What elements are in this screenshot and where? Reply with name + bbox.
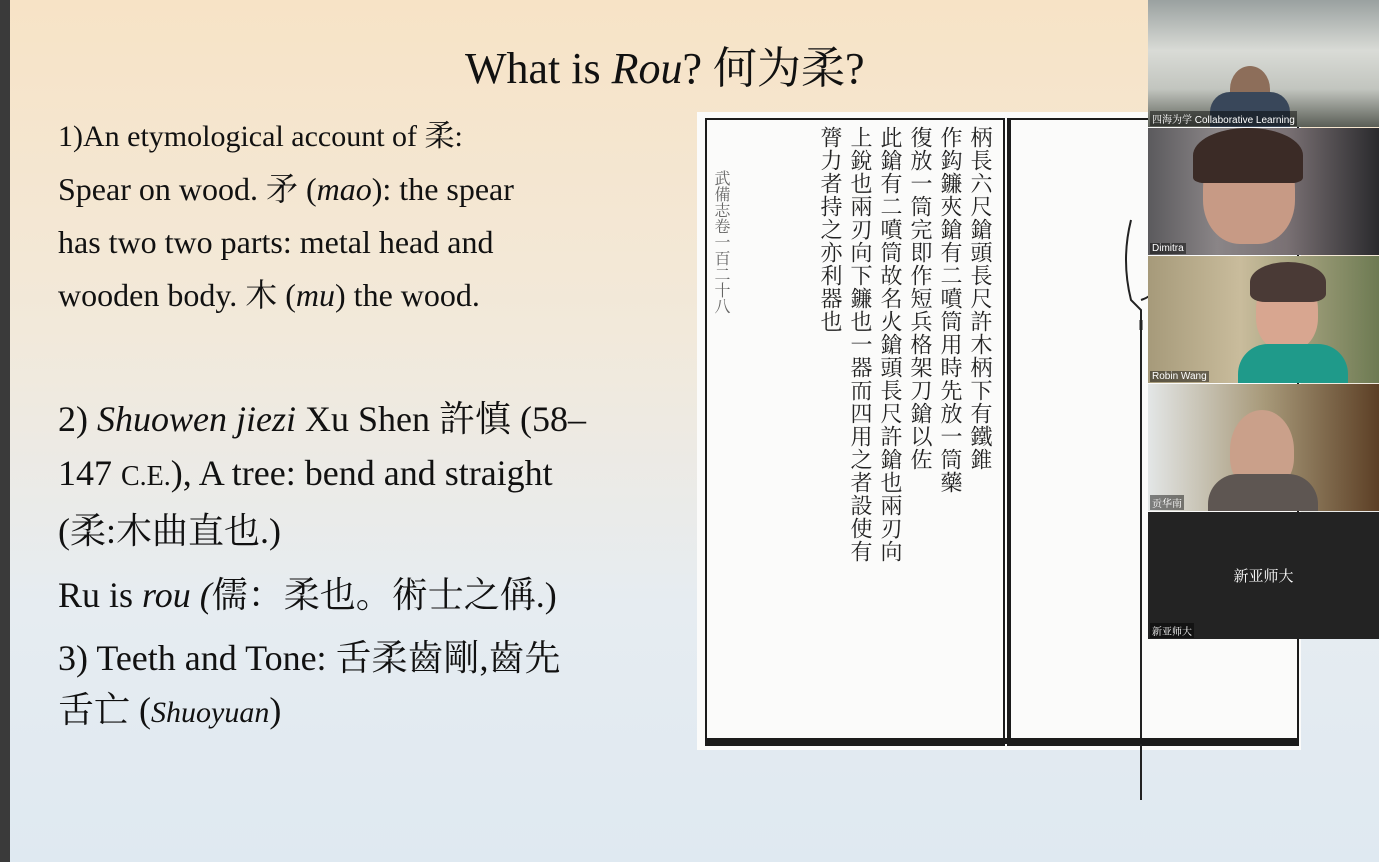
- point-shuowen-line1: 2) Shuowen jiezi Xu Shen 許慎 (58–: [58, 399, 586, 439]
- participant-name: 贡华南: [1150, 495, 1184, 510]
- book-left-page: [705, 118, 1005, 746]
- participant-tile[interactable]: [1148, 0, 1379, 127]
- participant-name: Robin Wang: [1152, 371, 1207, 382]
- point-teeth-tone-line2: 舌亡 (Shuoyuan): [58, 690, 282, 730]
- point-teeth-tone-line1: 3) Teeth and Tone: 舌柔齒剛,齒先: [58, 638, 561, 678]
- point-shuowen-line3: (柔:木曲直也.): [58, 511, 281, 551]
- point-teeth-tone: [58, 632, 561, 739]
- participant-name: 四海为学 Collaborative Learning: [1150, 111, 1297, 126]
- participant-tile[interactable]: [1148, 384, 1379, 511]
- point-ru: Ru is rou (儒：柔也。術士之偁.): [58, 575, 557, 615]
- point-etymology: [58, 110, 514, 322]
- participant-video-hair: [1250, 262, 1326, 302]
- point-shuowen-line2: 147 C.E.), A tree: bend and straight: [58, 453, 553, 493]
- participant-tile[interactable]: [1148, 256, 1379, 383]
- point-etymology-line2: Spear on wood. 矛 (mao): the spear: [58, 171, 514, 207]
- participant-video-body: [1238, 344, 1348, 383]
- window-left-edge: [0, 0, 10, 862]
- book-column: 膂力者持之亦利器也: [817, 126, 842, 333]
- slide-title: What is Rou? 何为柔?: [465, 44, 865, 93]
- participant-center-label: 新亚师大: [1233, 567, 1294, 585]
- book-column: 上銳也兩刃向下鐮也一器而四用之者設使有: [847, 126, 872, 563]
- participant-name: Dimitra: [1152, 243, 1184, 254]
- participant-video-hair: [1193, 128, 1303, 183]
- participant-video-body: [1208, 474, 1318, 511]
- book-margin-text: 武備志卷一百二十八: [712, 170, 731, 314]
- point-etymology-line3: has two two parts: metal head and: [58, 224, 494, 260]
- book-column: 作鈎鐮夾鎗有二噴筒用時先放一筒藥: [937, 126, 962, 494]
- point-etymology-line4: wooden body. 木 (mu) the wood.: [58, 277, 480, 313]
- point-shuowen: [58, 392, 586, 558]
- book-column: 復放一筒完即作短兵格架刀鎗以佐: [907, 126, 932, 471]
- book-column: 柄長六尺鎗頭長尺許木柄下有鐵錐: [967, 126, 992, 471]
- book-column: 此鎗有二噴筒故名火鎗頭長尺許鎗也兩刃向: [877, 126, 902, 563]
- participant-name: 新亚师大: [1150, 623, 1194, 638]
- participant-tile[interactable]: [1148, 512, 1379, 639]
- participant-tile[interactable]: [1148, 128, 1379, 255]
- point-etymology-line1: 1)An etymological account of 柔:: [58, 120, 463, 153]
- book-bottom-border: [705, 738, 1297, 744]
